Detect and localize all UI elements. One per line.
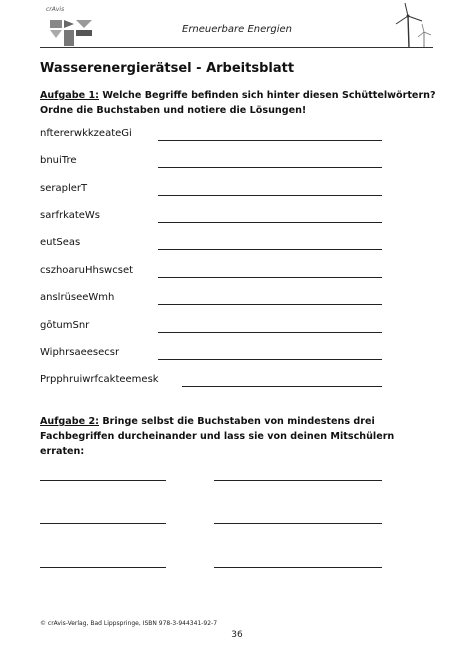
anagram-row [40, 183, 400, 199]
anagram-word: gōtumSnr [40, 320, 90, 331]
blank-line [214, 523, 382, 524]
anagram-word: sarfrkateWs [40, 210, 100, 221]
answer-line [158, 167, 382, 168]
footer-copyright: © crAvis-Verlag, Bad Lippspringe, ISBN 978-3-944341-92-7 [40, 620, 218, 627]
task2-text: Bringe selbst die Buchstaben von mindestens drei Fachbegriffen durcheinander und lass sie von deinen Mitschülern erraten: [40, 416, 395, 457]
answer-line [158, 359, 382, 360]
worksheet-title: Wasserenergierätsel - Arbeitsblatt [40, 61, 295, 76]
answer-line [158, 195, 382, 196]
task1-text: Welche Begriffe befinden sich hinter diesen Schüttelwörtern? Ordne die Buchstaben und notiere die Lösungen! [40, 90, 436, 116]
anagram-row [40, 347, 400, 363]
anagram-row [40, 374, 400, 390]
task1-label: Aufgabe 1: [40, 90, 99, 101]
anagram-word: bnuiTre [40, 155, 77, 166]
anagram-word: anslrüseeWmh [40, 292, 115, 303]
anagram-row [40, 292, 400, 308]
answer-line [158, 277, 382, 278]
anagram-word: eutSeas [40, 237, 81, 248]
publisher-logo-text: crAvis [46, 6, 65, 13]
task2-instructions [40, 414, 440, 459]
anagram-word: Prpphruiwrfcakteemesk [40, 374, 159, 385]
anagram-row [40, 320, 400, 336]
anagram-row [40, 128, 400, 144]
answer-line [158, 304, 382, 305]
blank-line [40, 567, 166, 568]
task2-label: Aufgabe 2: [40, 416, 99, 427]
anagram-word: Wiphrsaeesecsr [40, 347, 120, 358]
anagram-word: cszhoaruHhswcset [40, 265, 134, 276]
answer-line [158, 222, 382, 223]
wind-turbine-icon [392, 2, 432, 48]
blank-line [214, 567, 382, 568]
anagram-row [40, 237, 400, 253]
blank-line [40, 523, 166, 524]
anagram-row [40, 265, 400, 281]
answer-line [158, 140, 382, 141]
anagram-row [40, 155, 400, 171]
blank-line [214, 480, 382, 481]
answer-line [182, 386, 382, 387]
page-number: 36 [231, 630, 243, 640]
anagram-word: seraplerT [40, 183, 88, 194]
anagram-word: nftererwkkzeateGi [40, 128, 132, 139]
header-title: Erneuerbare Energien [182, 24, 292, 35]
answer-line [158, 249, 382, 250]
header-divider [40, 47, 433, 48]
anagram-row [40, 210, 400, 226]
blank-line [40, 480, 166, 481]
task1-instructions [40, 88, 440, 118]
answer-line [158, 332, 382, 333]
